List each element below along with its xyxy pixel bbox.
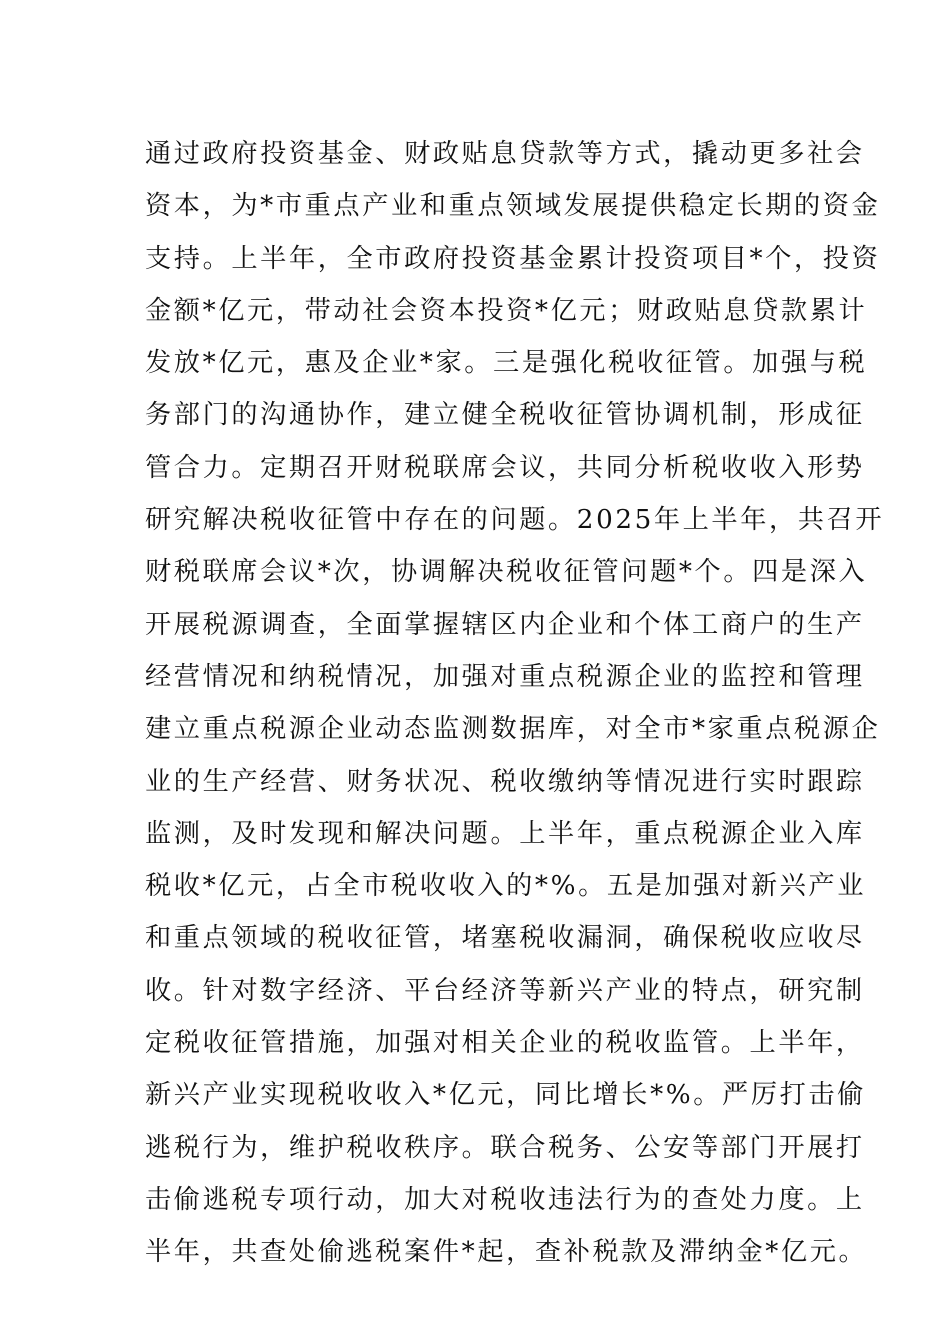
text-line: 监测，及时发现和解决问题。上半年，重点税源企业入库 [145,818,865,849]
text-line: 业的生产经营、财务状况、税收缴纳等情况进行实时跟踪 [145,766,865,797]
text-line: 务部门的沟通协作，建立健全税收征管协调机制，形成征 [145,400,865,431]
text-line: 开展税源调查，全面掌握辖区内企业和个体工商户的生产 [145,609,865,640]
text-line: 管合力。定期召开财税联席会议，共同分析税收收入形势 [145,452,865,483]
text-line: 研究解决税收征管中存在的问题。2025年上半年，共召开 [145,505,885,536]
text-line: 通过政府投资基金、财政贴息贷款等方式，撬动更多社会 [145,139,865,169]
text-line: 半年，共查处偷逃税案件*起，查补税款及滞纳金*亿元。 [145,1237,868,1268]
text-line: 击偷逃税专项行动，加大对税收违法行为的查处力度。上 [145,1184,865,1215]
text-line: 金额*亿元，带动社会资本投资*亿元；财政贴息贷款累计 [145,295,868,326]
text-line: 逃税行为，维护税收秩序。联合税务、公安等部门开展打 [145,1132,865,1163]
text-line: 收。针对数字经济、平台经济等新兴产业的特点，研究制 [145,975,865,1006]
text-line: 建立重点税源企业动态监测数据库，对全市*家重点税源企 [145,714,881,745]
body-text [145,128,885,1279]
text-line: 经营情况和纳税情况，加强对重点税源企业的监控和管理 [145,661,865,692]
text-line: 和重点领域的税收征管，堵塞税收漏洞，确保税收应收尽 [145,923,865,954]
text-line: 发放*亿元，惠及企业*家。三是强化税收征管。加强与税 [145,348,868,379]
text-line: 支持。上半年，全市政府投资基金累计投资项目*个，投资 [145,243,881,274]
text-line: 定税收征管措施，加强对相关企业的税收监管。上半年， [145,1028,865,1059]
text-line: 新兴产业实现税收收入*亿元，同比增长*%。严厉打击偷 [145,1080,866,1111]
text-line: 税收*亿元，占全市税收收入的*%。五是加强对新兴产业 [145,871,866,902]
text-line: 财税联席会议*次，协调解决税收征管问题*个。四是深入 [145,557,868,588]
text-line: 资本，为*市重点产业和重点领域发展提供稳定长期的资金 [145,191,881,222]
